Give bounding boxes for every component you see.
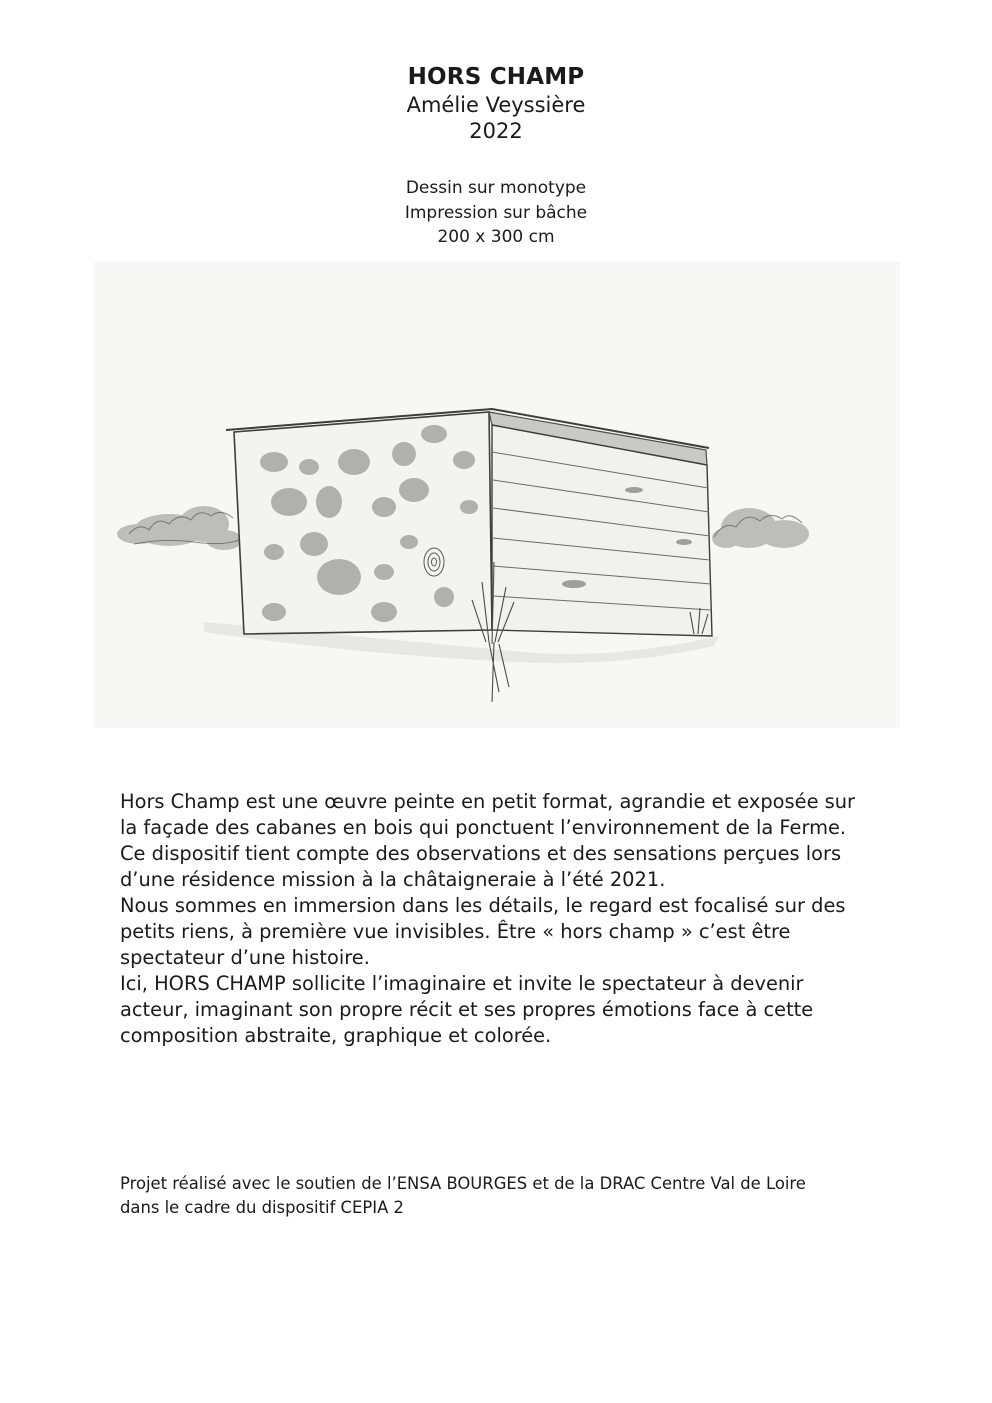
printing: Impression sur bâche (404, 202, 588, 223)
dimensions: 200 x 300 cm (437, 227, 555, 247)
credits-line: Projet réalisé avec le soutien de l’ENSA BOURGES et de la DRAC Centre Val de Loire (120, 1174, 806, 1193)
artwork-image (94, 262, 900, 728)
description-line: Nous sommes en immersion dans les détails, le regard est focalisé sur des (120, 894, 846, 917)
cabin-drawing-icon (94, 262, 900, 728)
description-text (120, 789, 890, 1049)
technique: Dessin sur monotype (405, 178, 587, 198)
credits-line: dans le cadre du dispositif CEPIA 2 (120, 1198, 404, 1217)
description-line: la façade des cabanes en bois qui ponctuent l’environnement de la Ferme. (120, 816, 847, 839)
description-line: composition abstraite, graphique et colorée. (120, 1024, 552, 1047)
artwork-year: 2022 (469, 119, 523, 143)
header (0, 62, 992, 144)
artist-name: Amélie Veyssière (406, 93, 586, 117)
credits-footer (120, 1172, 900, 1220)
description-line: Ce dispositif tient compte des observations et des sensations perçues lors (120, 842, 842, 865)
description-line: Hors Champ est une œuvre peinte en petit format, agrandie et exposée sur (120, 790, 856, 813)
description-line: spectateur d’une histoire. (120, 946, 370, 969)
page-title: HORS CHAMP (407, 64, 585, 90)
description-line: d’une résidence mission à la châtaigneraie à l’été 2021. (120, 868, 666, 891)
artwork-specs (0, 176, 992, 250)
description-line: Ici, HORS CHAMP sollicite l’imaginaire et invite le spectateur à devenir (120, 972, 804, 995)
description-line: petits riens, à première vue invisibles. Être « hors champ » c’est être (120, 920, 791, 943)
description-line: acteur, imaginant son propre récit et ses propres émotions face à cette (120, 998, 814, 1021)
